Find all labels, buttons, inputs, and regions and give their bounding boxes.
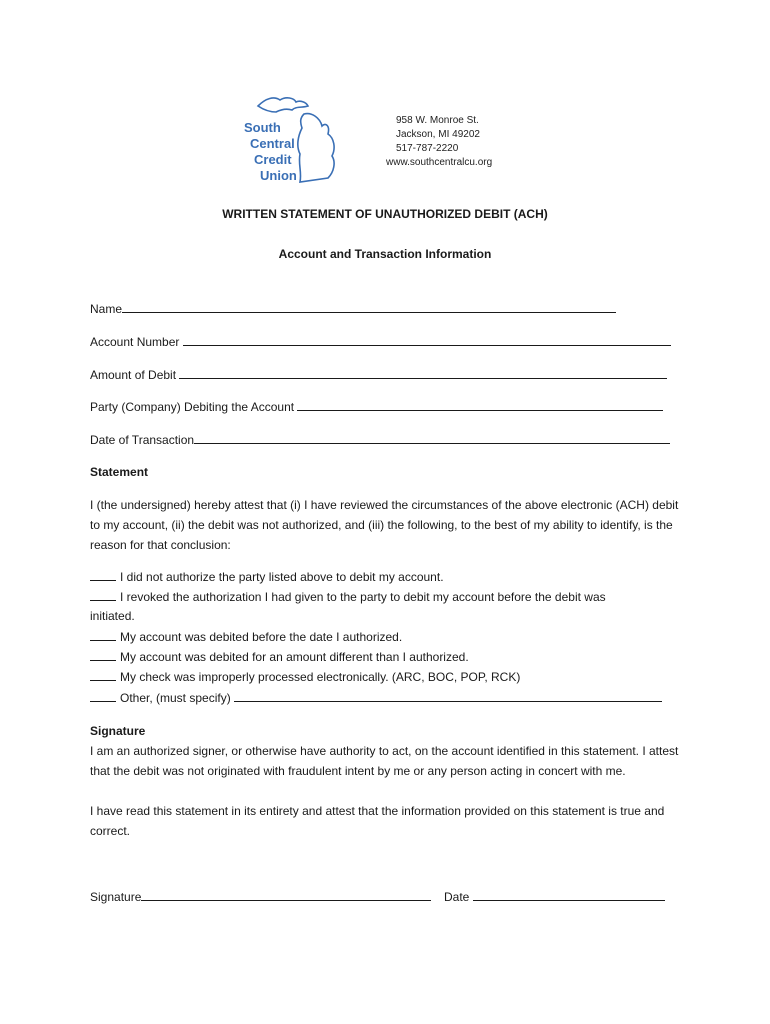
reason-option-label: I revoked the authorization I had given to the party to debit my account before the debit was [120, 590, 606, 604]
signature-heading: Signature [90, 724, 146, 738]
date-label: Date [444, 890, 470, 904]
credit-union-logo [236, 92, 356, 192]
date-of-transaction-line[interactable] [194, 431, 670, 444]
date-line[interactable] [473, 888, 665, 901]
reason-option-label: My account was debited for an amount different than I authorized. [120, 650, 469, 664]
reason-option-other[interactable] [90, 689, 662, 705]
checkbox-blank[interactable] [90, 669, 116, 681]
checkbox-blank[interactable] [90, 690, 116, 702]
name-field[interactable] [90, 300, 616, 316]
reason-option[interactable] [90, 569, 444, 584]
name-label: Name [90, 302, 123, 316]
logo-line-3: Credit [254, 152, 292, 167]
amount-line[interactable] [179, 366, 667, 379]
amount-label: Amount of Debit [90, 368, 177, 382]
party-line[interactable] [297, 398, 663, 411]
party-field[interactable] [90, 398, 663, 414]
logo-line-1: South [244, 120, 281, 135]
reason-option[interactable] [90, 629, 402, 644]
signature-label: Signature [90, 890, 142, 904]
document-title: WRITTEN STATEMENT OF UNAUTHORIZED DEBIT (ACH) [222, 207, 548, 221]
address-city: Jackson, MI 49202 [396, 129, 480, 140]
date-of-transaction-label: Date of Transaction [90, 433, 195, 447]
account-number-line[interactable] [183, 333, 671, 346]
statement-heading: Statement [90, 465, 149, 479]
logo-line-2: Central [250, 136, 295, 151]
section-title: Account and Transaction Information [278, 247, 492, 261]
reason-option-label: Other, (must specify) [120, 691, 231, 705]
checkbox-blank[interactable] [90, 629, 116, 641]
address-phone: 517-787-2220 [396, 143, 459, 154]
address-website: www.southcentralcu.org [386, 157, 493, 168]
date-field[interactable] [444, 888, 665, 904]
signature-confirmation: I have read this statement in its entirety and attest that the information provided on this statement is true and correct. [90, 804, 665, 838]
checkbox-blank[interactable] [90, 569, 116, 581]
checkbox-blank[interactable] [90, 589, 116, 601]
reason-option[interactable] [90, 669, 520, 684]
name-line[interactable] [122, 300, 616, 313]
other-specify-line[interactable] [234, 689, 662, 702]
statement-body: I (the undersigned) hereby attest that (i) I have reviewed the circumstances of the above electronic (ACH) debit to my account, (ii) the debit was not authorized, and (iii) the following, to the best of my ability to identify, is the reason for that conclusion: [90, 498, 679, 552]
checkbox-blank[interactable] [90, 649, 116, 661]
account-number-field[interactable] [90, 333, 671, 349]
signature-attestation: I am an authorized signer, or otherwise have authority to act, on the account identified in this statement. I attest that the debit was not originated with fraudulent intent by me or any person acting in concert with me. [90, 744, 679, 778]
reason-option-label: My check was improperly processed electronically. (ARC, BOC, POP, RCK) [120, 670, 521, 684]
signature-line[interactable] [141, 888, 431, 901]
address-street: 958 W. Monroe St. [396, 115, 479, 126]
reason-option[interactable] [90, 589, 606, 604]
signature-field[interactable] [90, 888, 431, 904]
account-number-label: Account Number [90, 335, 180, 349]
amount-field[interactable] [90, 366, 667, 382]
logo-line-4: Union [260, 168, 297, 183]
reason-option-continuation [90, 609, 135, 623]
reason-option-label: I did not authorize the party listed above to debit my account. [120, 570, 444, 584]
address-block [386, 114, 492, 170]
party-label: Party (Company) Debiting the Account [90, 400, 295, 414]
reason-option-label: initiated. [90, 609, 135, 623]
logo-wordmark [244, 120, 297, 184]
reason-option-label: My account was debited before the date I authorized. [120, 630, 403, 644]
reason-option[interactable] [90, 649, 469, 664]
date-of-transaction-field[interactable] [90, 431, 670, 447]
